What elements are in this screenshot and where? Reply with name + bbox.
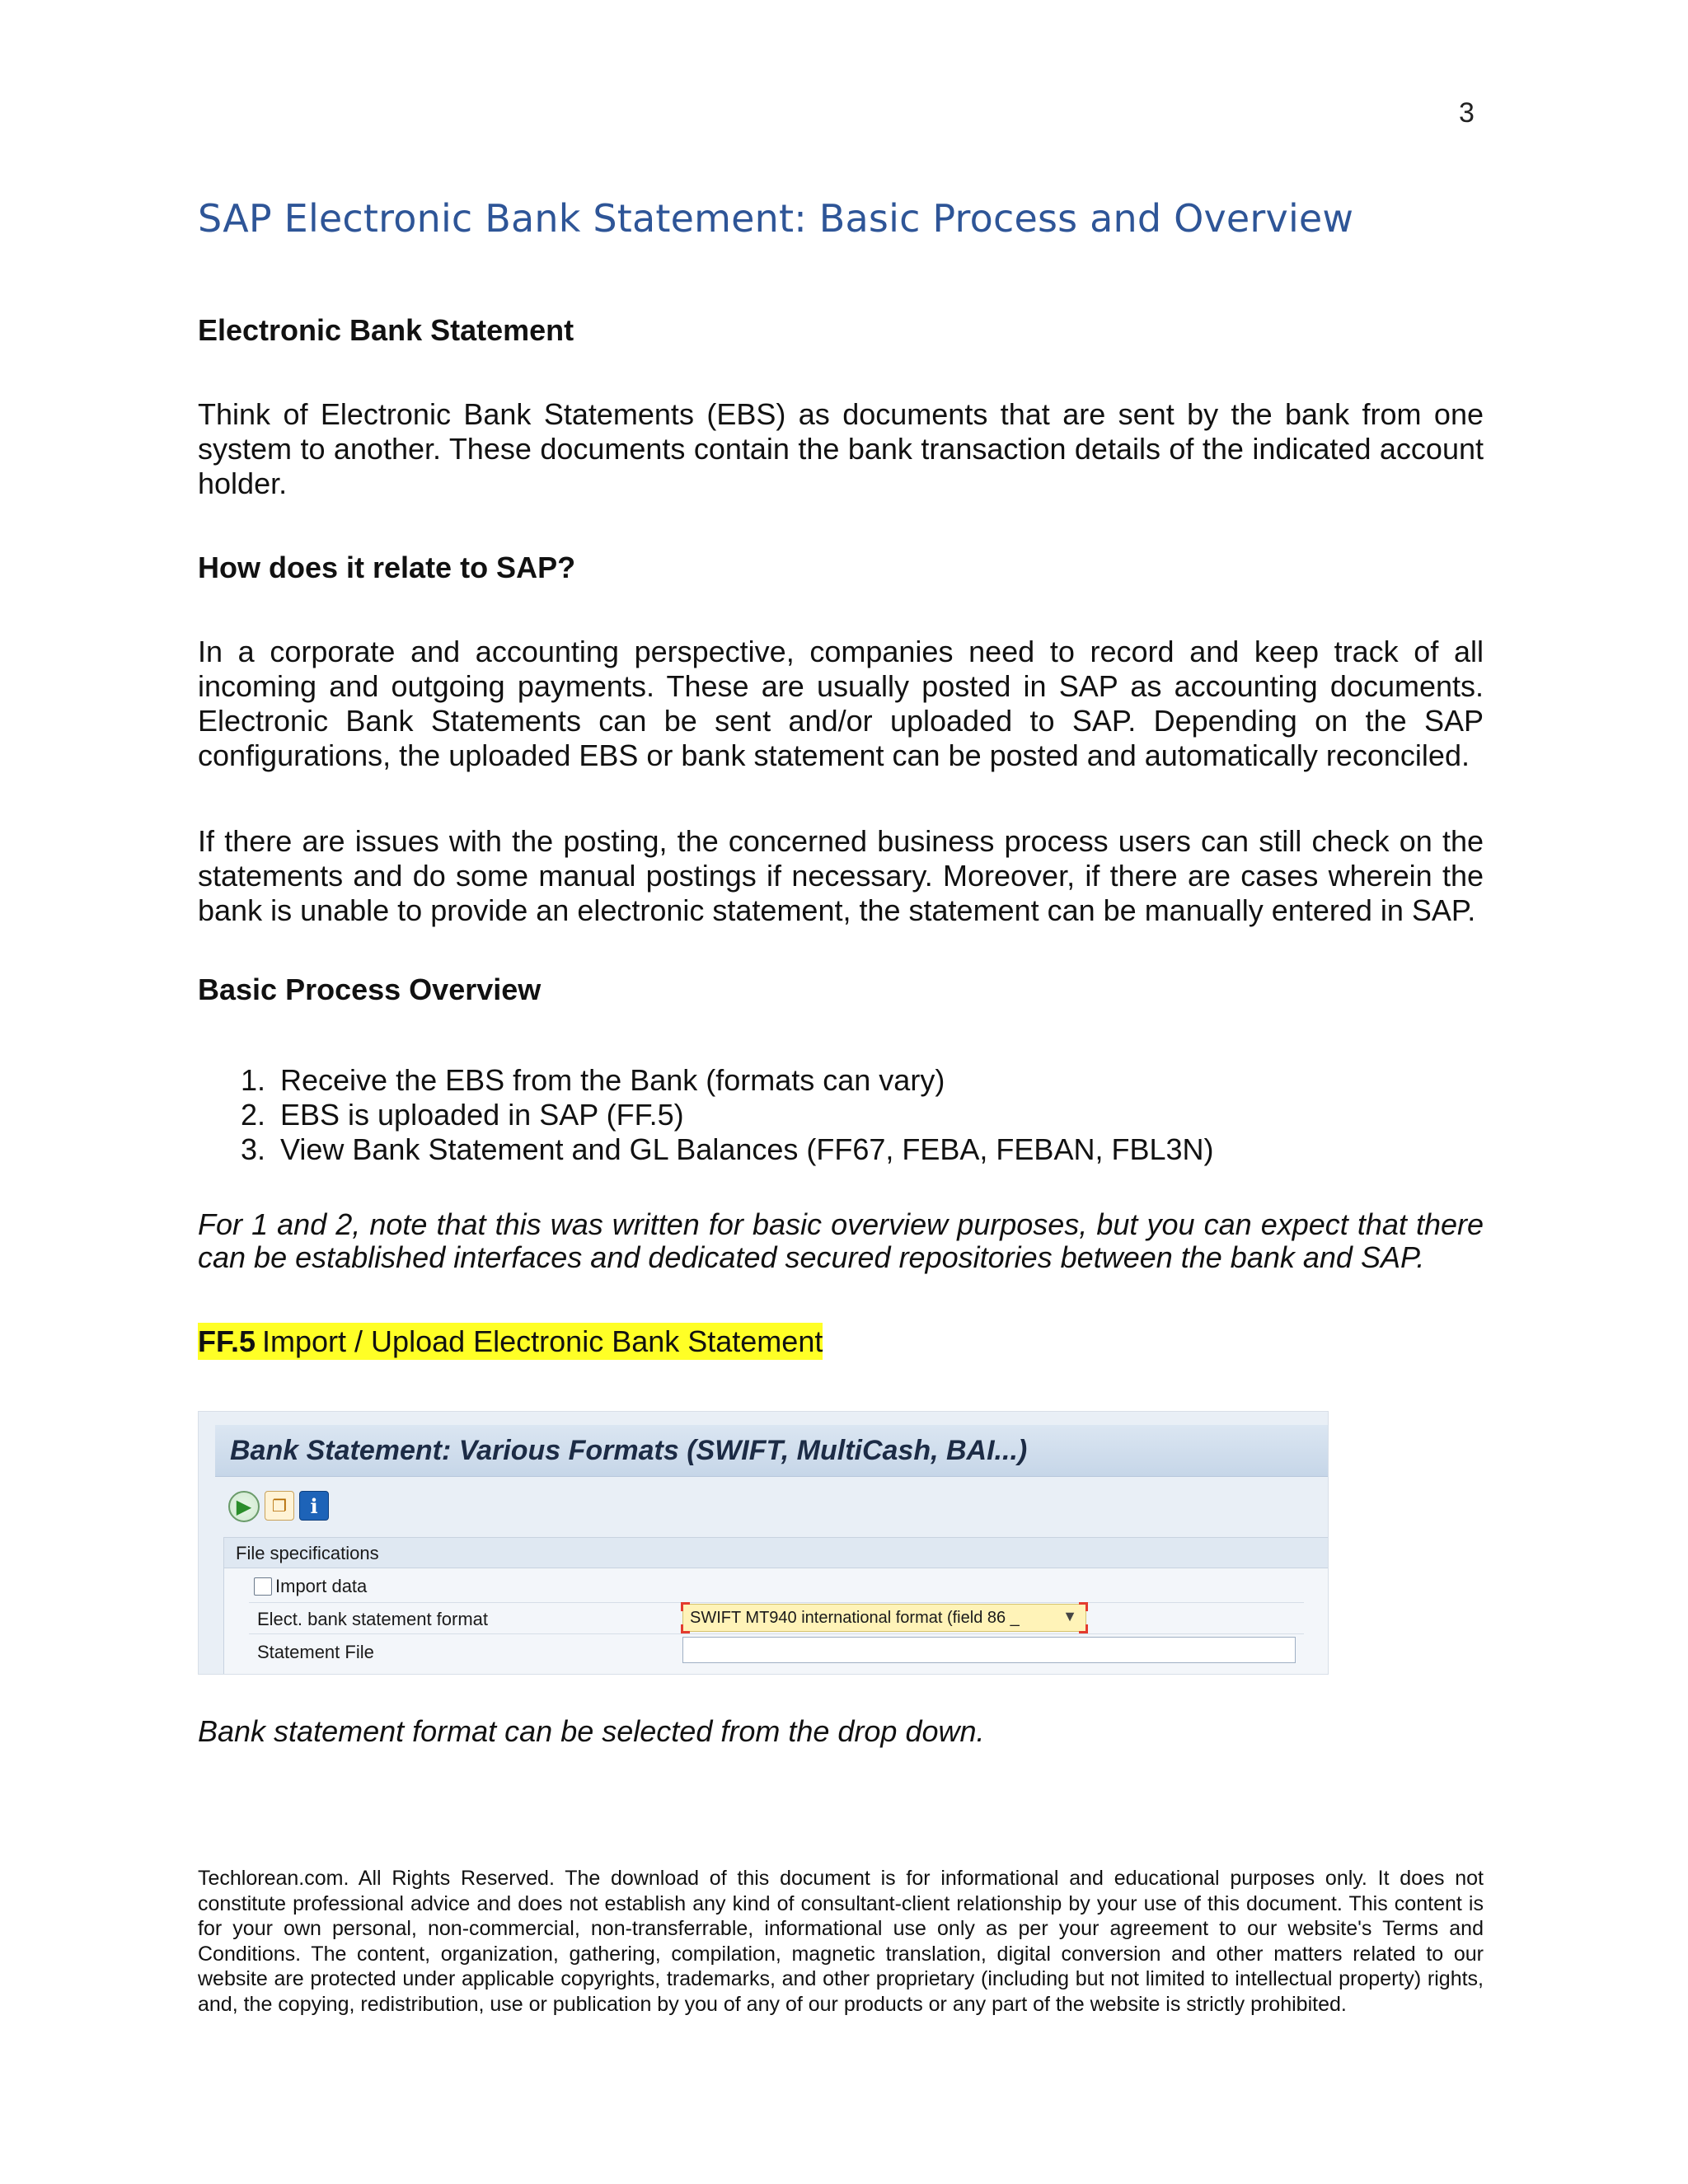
footer-disclaimer: Techlorean.com. All Rights Reserved. The download of this document is for informational and educational purposes only. It does not constitute professional advice and does not establish any kind of consultant-client relationship by your use of this document. This content is for your own personal, non-commercial, non-transferrable, informational use only as per your agreement to our website's Terms and Conditions. The content, organization, gathering, compilation, magnetic translation, digital conversion and other matters related to our website are protected under applicable copyrights, trademarks, and other proprietary (including but not limited to intellectual property) rights, and, the copying, redistribution, use or publication by you of any of our products or any part of the website is strictly prohibited. — [198, 1867, 1484, 2016]
statement-file-row — [224, 1637, 1329, 1666]
paragraph-corporate-perspective: In a corporate and accounting perspective, companies need to record and keep track of all incoming and outgoing payments. These are usually posted in SAP as accounting documents. Electronic Bank Statements can be sent and/or uploaded to SAP. Depending on the SAP configurations, the uploaded EBS or bank statement can be posted and automatically reconciled. — [198, 635, 1484, 772]
sap-screenshot — [198, 1411, 1329, 1675]
heading-basic-process-overview: Basic Process Overview — [198, 972, 542, 1006]
divider — [249, 1602, 1304, 1603]
list-item-number: 3. — [240, 1132, 265, 1166]
process-steps-list — [198, 1063, 1214, 1167]
import-data-checkbox[interactable] — [254, 1577, 272, 1596]
statement-format-row — [224, 1604, 1329, 1633]
execute-icon[interactable]: ▶ — [228, 1491, 260, 1522]
chevron-down-icon[interactable]: ▼ — [1062, 1608, 1077, 1624]
required-marker — [1079, 1624, 1088, 1633]
copy-variant-icon[interactable]: ❐ — [265, 1491, 294, 1521]
list-item-number: 2. — [240, 1098, 265, 1132]
sap-screen-title: Bank Statement: Various Formats (SWIFT, MultiCash, BAI...) — [230, 1435, 1028, 1466]
statement-file-input[interactable] — [682, 1637, 1296, 1663]
statement-file-label: Statement File — [257, 1642, 374, 1662]
import-data-label: Import data — [275, 1576, 368, 1596]
paragraph-ebs-definition: Think of Electronic Bank Statements (EBS) as documents that are sent by the bank from one system to another. These documents contain the bank transaction details of the indicated account holder. — [198, 397, 1484, 500]
heading-electronic-bank-statement: Electronic Bank Statement — [198, 313, 574, 347]
divider — [249, 1633, 1304, 1634]
list-item-text: EBS is uploaded in SAP (FF.5) — [280, 1098, 684, 1132]
sap-toolbar — [228, 1491, 329, 1524]
list-item — [198, 1098, 1214, 1132]
required-marker — [681, 1624, 690, 1633]
paragraph-posting-issues: If there are issues with the posting, the concerned business process users can still check on the statements and do some manual postings if necessary. Moreover, if there are cases wherein the bank is unable to provide an electronic statement, the statement can be manually entered in SAP. — [198, 824, 1484, 927]
list-item — [198, 1063, 1214, 1098]
page-title: SAP Electronic Bank Statement: Basic Process and Overview — [198, 196, 1354, 241]
file-specifications-group — [223, 1537, 1329, 1675]
required-marker — [1079, 1602, 1088, 1611]
list-item-text: View Bank Statement and GL Balances (FF67, FEBA, FEBAN, FBL3N) — [280, 1132, 1214, 1166]
transaction-code: FF.5 — [198, 1323, 262, 1360]
ff5-highlight-label — [198, 1322, 823, 1361]
screenshot-caption: Bank statement format can be selected from the drop down. — [198, 1714, 985, 1748]
heading-relate-to-sap: How does it relate to SAP? — [198, 551, 576, 584]
statement-format-dropdown[interactable] — [682, 1604, 1086, 1632]
list-item-text: Receive the EBS from the Bank (formats can vary) — [280, 1063, 945, 1097]
statement-format-label: Elect. bank statement format — [257, 1609, 489, 1629]
transaction-description: Import / Upload Electronic Bank Statement — [262, 1324, 823, 1358]
list-item-number: 1. — [240, 1063, 265, 1097]
statement-format-value: SWIFT MT940 international format (field 86 _ — [690, 1609, 1020, 1627]
list-item — [198, 1132, 1214, 1167]
info-icon[interactable]: i — [299, 1491, 329, 1521]
group-title: File specifications — [236, 1543, 379, 1563]
group-header — [224, 1538, 1329, 1568]
page-number: 3 — [1459, 97, 1475, 129]
sap-title-bar — [215, 1425, 1328, 1477]
overview-note: For 1 and 2, note that this was written for basic overview purposes, but you can expect that there can be established interfaces and dedicated secured repositories between the bank and SAP. — [198, 1207, 1484, 1274]
required-marker — [681, 1602, 690, 1611]
import-data-row — [224, 1572, 1329, 1602]
